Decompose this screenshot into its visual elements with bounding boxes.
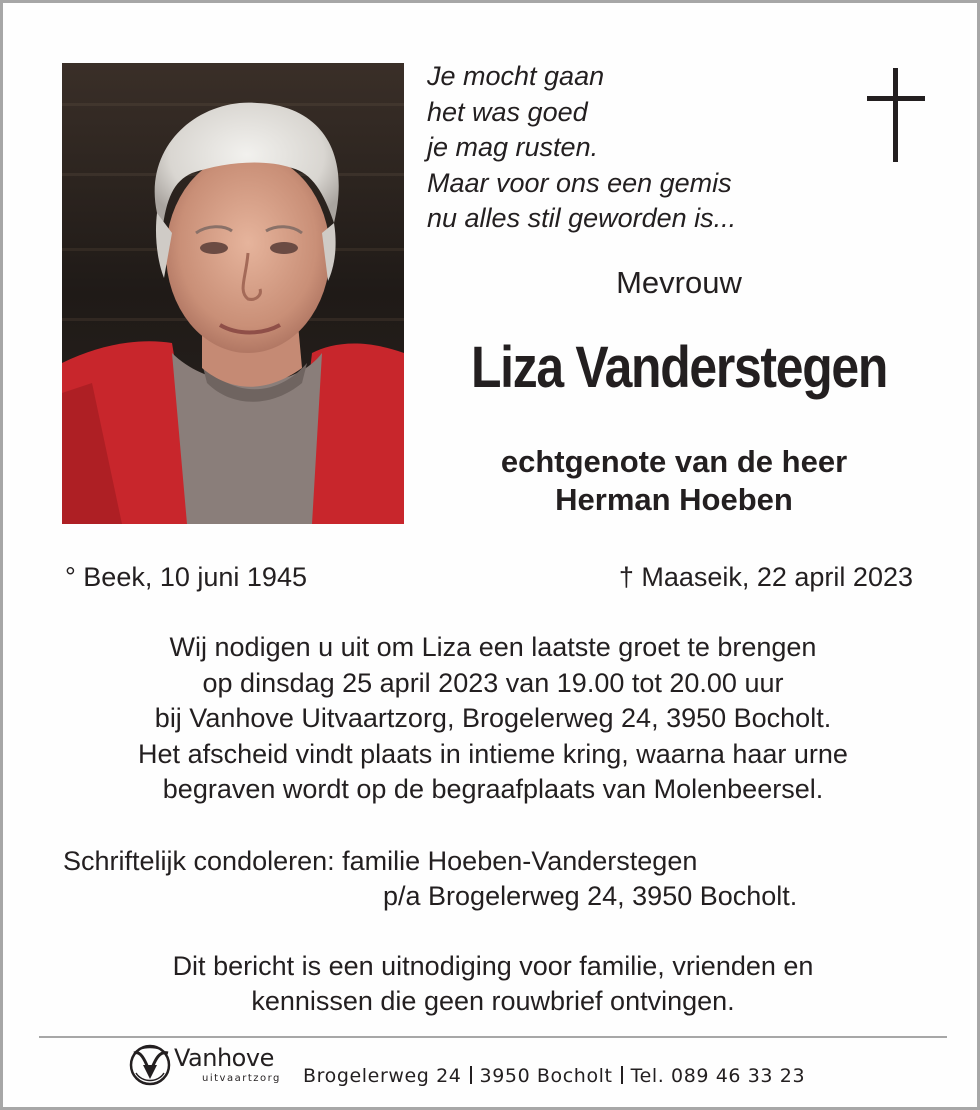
latin-cross-icon xyxy=(867,68,925,162)
invitation-line: Het afscheid vindt plaats in intieme kring, waarna haar urne xyxy=(138,738,848,769)
vanhove-logo-icon xyxy=(128,1043,176,1087)
poem-line: Maar voor ons een gemis xyxy=(427,167,732,198)
logo-subtitle: uitvaartzorg xyxy=(202,1073,281,1084)
poem-line: nu alles stil geworden is... xyxy=(427,203,737,233)
spouse-line-2: Herman Hoeben xyxy=(555,482,793,517)
spouse-line-1: echtgenote van de heer xyxy=(500,444,848,479)
invitation-line: op dinsdag 25 april 2023 van 19.00 tot 20.00 uur xyxy=(202,667,784,698)
footer-phone: Tel. 089 46 33 23 xyxy=(630,1065,806,1087)
honorific: Mevrouw xyxy=(616,265,742,300)
condolence-line-1: Schriftelijk condoleren: familie Hoeben-Vanderstegen xyxy=(63,846,698,876)
spouse-info xyxy=(421,443,927,519)
portrait-photo xyxy=(62,63,404,524)
invitation-line: Wij nodigen u uit om Liza een laatste groet te brengen xyxy=(169,632,817,662)
logo-name: Vanhove xyxy=(174,1044,274,1072)
notice-line-1: Dit bericht is een uitnodiging voor familie, vrienden en xyxy=(172,951,814,981)
invitation-line: bij Vanhove Uitvaartzorg, Brogelerweg 24, 3950 Bocholt. xyxy=(154,703,832,733)
funeral-home-footer xyxy=(128,1043,848,1093)
condolence-line-2: p/a Brogelerweg 24, 3950 Bocholt. xyxy=(383,881,798,911)
invitation-text xyxy=(43,630,943,808)
birth-date: ° Beek, 10 juni 1945 xyxy=(65,562,307,592)
poem xyxy=(427,59,736,237)
poem-line: Je mocht gaan xyxy=(427,61,605,91)
separator xyxy=(621,1066,623,1084)
separator xyxy=(470,1066,472,1084)
death-date: † Maaseik, 22 april 2023 xyxy=(618,562,913,592)
footer-city: 3950 Bocholt xyxy=(479,1065,613,1087)
contact-info xyxy=(303,1063,805,1089)
deceased-name: Liza Vanderstegen xyxy=(470,335,888,400)
invitation-line: begraven wordt op de begraafplaats van Molenbeersel. xyxy=(162,774,824,804)
notice-text xyxy=(43,949,943,1019)
footer-divider xyxy=(39,1036,947,1038)
poem-line: je mag rusten. xyxy=(427,132,599,162)
poem-line: het was goed xyxy=(427,96,588,127)
notice-line-2: kennissen die geen rouwbrief ontvingen. xyxy=(251,986,735,1016)
footer-address: Brogelerweg 24 xyxy=(303,1065,462,1087)
